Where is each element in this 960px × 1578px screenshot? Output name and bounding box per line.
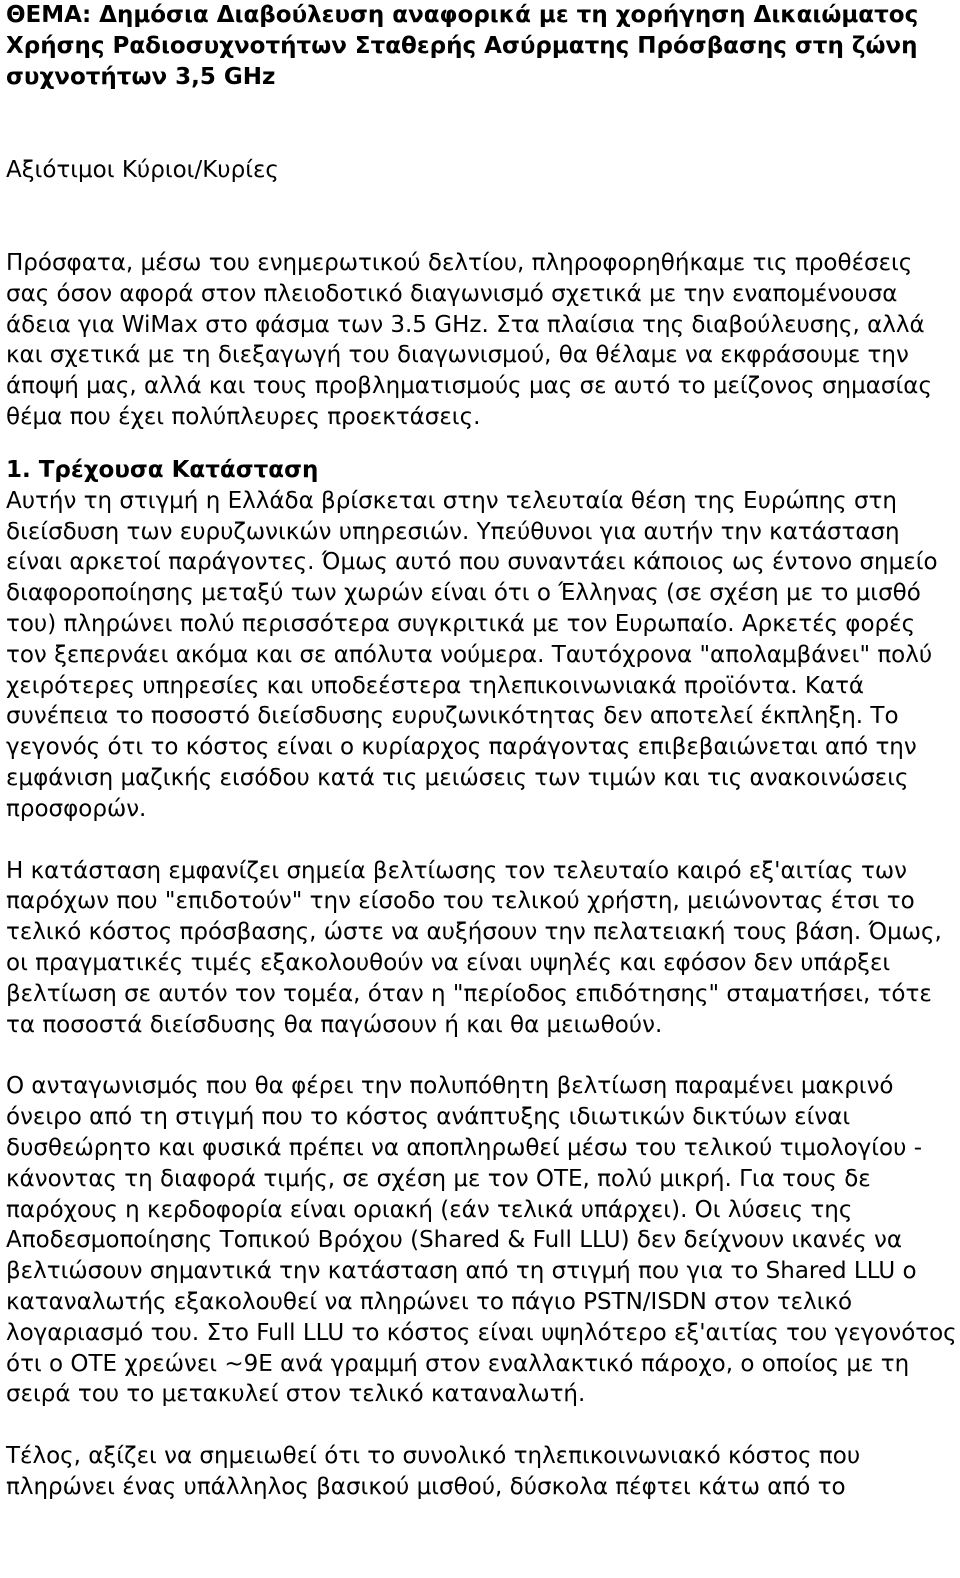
- document-page: [6, 0, 958, 1503]
- section-paragraph: Η κατάσταση εμφανίζει σημεία βελτίωσης τον τελευταίο καιρό εξ'αιτίας των παρόχων που "επιδοτούν" την είσοδο του τελικού χρήστη, μειώνοντας έτσι το τελικό κόστος πρόσβασης, ώστε να αυξήσουν την πελατειακή τους βάση. Όμως, οι πραγματικές τιμές εξακολουθούν να είναι υψηλές και εφόσον δεν υπάρξει βελτίωση σε αυτόν τον τομέα, όταν η "περίοδος επιδότησης" σταματήσει, τότε τα ποσοστά διείσδυσης θα παγώσουν ή και θα μειωθούν.: [6, 857, 942, 1038]
- section-paragraph: Τέλος, αξίζει να σημειωθεί ότι το συνολικό τηλεπικοινωνιακό κόστος που πληρώνει ένας υπάλληλος βασικού μισθού, δύσκολα πέφτει κάτω από το: [6, 1443, 861, 1500]
- spacer: [6, 1410, 958, 1441]
- spacer: [6, 1040, 958, 1071]
- section-paragraph: Ο ανταγωνισμός που θα φέρει την πολυπόθητη βελτίωση παραμένει μακρινό όνειρο από τη στιγμή που το κόστος ανάπτυξης ιδιωτικών δικτύων είναι δυσθεώρητο και φυσικά πρέπει να αποπληρωθεί μέσω του τελικού τιμολογίου - κάνοντας τη διαφορά τιμής, σε σχέση με τον ΟΤΕ, πολύ μικρή. Για τους δε παρόχους η κερδοφορία είναι οριακή (εάν τελικά υπάρχει). Οι λύσεις της Αποδεσμοποίησης Τοπικού Βρόχου (Shared & Full LLU) δεν δείχνουν ικανές να βελτιώσουν σημαντικά την κατάσταση από τη στιγμή που για το Shared LLU ο καταναλωτής εξακολουθεί να πληρώνει το πάγιο PSTN/ISDN στον τελικό λογαριασμό του. Στο Full LLU το κόστος είναι υψηλότερο εξ'αιτίας του γεγονότος ότι ο ΟΤΕ χρεώνει ~9Ε ανά γραμμή στον εναλλακτικό πάροχο, ο οποίος με τη σειρά του το μετακυλεί στον τελικό καταναλωτή.: [6, 1073, 957, 1408]
- section-paragraph: Αυτήν τη στιγμή η Ελλάδα βρίσκεται στην τελευταία θέση της Ευρώπης στη διείσδυση των ευρυζωνικών υπηρεσιών. Υπεύθυνοι για αυτήν την κατάσταση είναι αρκετοί παράγοντες. Όμως αυτό που συναντάει κάποιος ως έντονο σημείο διαφοροποίησης μεταξύ των χωρών είναι ότι ο Έλληνας (σε σχέση με το μισθό του) πληρώνει πολύ περισσότερα συγκριτικά με τον Ευρωπαίο. Αρκετές φορές τον ξεπερνάει ακόμα και σε απόλυτα νούμερα. Ταυτόχρονα "απολαμβάνει" πολύ χειρότερες υπηρεσίες και υποδεέστερα τηλεπικοινωνιακά προϊόντα. Κατά συνέπεια το ποσοστό διείσδυσης ευρυζωνικότητας δεν αποτελεί έκπληξη. Το γεγονός ότι το κόστος είναι ο κυρίαρχος παράγοντας επιβεβαιώνεται από την εμφάνιση μαζικής εισόδου κατά τις μειώσεις των τιμών και τις ανακοινώσεις προσφορών.: [6, 487, 938, 822]
- document-title: ΘΕΜΑ: Δημόσια Διαβούλευση αναφορικά με τη χορήγηση Δικαιώματος Χρήσης Ραδιοσυχνοτήτων Σταθερής Ασύρματης Πρόσβασης στη ζώνη συχνοτήτων 3,5 GHz: [6, 2, 919, 90]
- spacer: [6, 93, 958, 155]
- intro-paragraph: Πρόσφατα, μέσω του ενημερωτικού δελτίου, πληροφορηθήκαμε τις προθέσεις σας όσον αφορά στον πλειοδοτικό διαγωνισμό σχετικά με την εναπομένουσα άδεια για WiMax στο φάσμα των 3.5 GHz. Στα πλαίσια της διαβούλευσης, αλλά και σχετικά με τη διεξαγωγή του διαγωνισμού, θα θέλαμε να εκφράσουμε την άποψή μας, αλλά και τους προβληματισμούς μας σε αυτό το μείζονος σημασίας θέμα που έχει πολύπλευρες προεκτάσεις.: [6, 250, 932, 430]
- spacer: [6, 825, 958, 856]
- spacer: [6, 186, 958, 248]
- salutation: Αξιότιμοι Κύριοι/Κυρίες: [6, 157, 279, 183]
- section-heading-current-situation: 1. Τρέχουσα Κατάσταση: [6, 456, 319, 483]
